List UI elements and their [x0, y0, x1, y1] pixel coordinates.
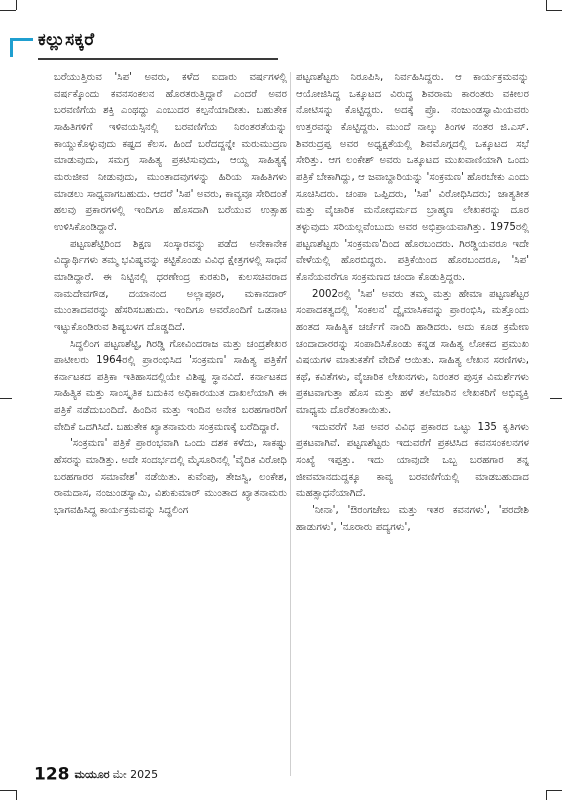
paragraph: ಪಟ್ಟಣಶೆಟ್ಟಿರಿಂದ ಶಿಕ್ಷಣ ಸಂಸ್ಕಾರವನ್ನು ಪಡೆದ ಅನೇಕಾನೇಕ ವಿದ್ಯಾರ್ಥಿಗಳು ತಮ್ಮ ಭವಿಷ್ಯವನ್ನು ಕಟ್ಟಿಕೊಂಡು ವಿವಿಧ ಕ್ಷೇತ್ರಗಳಲ್ಲಿ ಸಾಧನೆ ಮಾಡಿದ್ದಾರೆ. ಈ ನಿಟ್ಟಿನಲ್ಲಿ ಧರಣೇಂದ್ರ ಕುರಕುರಿ, ಕುಲಸಚಿವರಾದ ನಾಮದೇವಗೌಡ, ದಯಾನಂದ ಅಲ್ಲಾಪೂರ, ಮಕಾನದಾರ್ ಮುಂತಾದವರನ್ನು ಹೆಸರಿಸಬಹುದು. ಇಂದಿಗೂ ಅವರೊಂದಿಗೆ ಒಡನಾಟ ಇಟ್ಟುಕೊಂಡಿರುವ ಶಿಷ್ಯಬಳಗ ದೊಡ್ಡದಿದೆ. [54, 238, 287, 333]
crop-mark-mid-right [550, 398, 562, 399]
paragraph: 'ನೀನಾ', 'ಔರಂಗಜೇಬ ಮತ್ತು ಇತರ ಕವನಗಳು', 'ಪರದೇಶಿ ಹಾಡುಗಳು', 'ನೂರಾರು ಪದ್ಯಗಳು', [296, 505, 529, 533]
paragraph: ಇದುವರೆಗೆ ಸಿಪ ಅವರ ವಿವಿಧ ಪ್ರಕಾರದ ಒಟ್ಟು 135 ಕೃತಿಗಳು ಪ್ರಕಟವಾಗಿವೆ. ಪಟ್ಟಣಶೆಟ್ಟರು ಇದುವರೆಗೆ ಪ್ರಕಟಿಸಿದ ಕವನಸಂಕಲನಗಳ ಸಂಖ್ಯೆ ಇಪ್ಪತ್ತು. ಇದು ಯಾವುದೇ ಒಬ್ಬ ಬರಹಗಾರ ತನ್ನ ಜೀವಮಾನದುದ್ದಕ್ಕೂ ಕಾವ್ಯ ಬರವಣಿಗೆಯಲ್ಲಿ ಮಾಡಬಹುದಾದ ಮಹತ್ಸಾಧನೆಯಾಗಿದೆ. [296, 421, 529, 500]
crop-mark-top-right [546, 10, 562, 11]
page-number: 128 [34, 764, 70, 785]
header-accent-mark [10, 38, 33, 57]
section-title: ಕಲ್ಲುಸಕ್ಕರೆ [38, 30, 95, 50]
paragraph: 'ಸಂಕ್ರಮಣ' ಪತ್ರಿಕೆ ಪ್ರಾರಂಭವಾಗಿ ಒಂದು ದಶಕ ಕಳೆದು, ಸಾಕಷ್ಟು ಹೆಸರನ್ನು ಮಾಡಿತ್ತು. ಅದೇ ಸಂದರ್ಭದಲ್ಲಿ ಮೈಸೂರಿನಲ್ಲಿ 'ವೈದಿಕ ವಿರೋಧಿ ಬರಹಗಾರರ ಸಮಾವೇಶ' ನಡೆಯಿತು. ಕುವೆಂಪು, ತೇಜಸ್ವಿ, ಲಂಕೇಶ, ರಾಮದಾಸ, ನಂಜುಂಡಸ್ವಾಮಿ, ವಿಶುಕುಮಾರ್ ಮುಂತಾದ ಖ್ಯಾತನಾಮರು ಭಾಗವಹಿಸಿದ್ದ ಕಾರ್ಯಕ್ರಮವನ್ನು ಸಿದ್ಧಲಿಂಗ [54, 438, 287, 517]
paragraph: 2002ರಲ್ಲಿ 'ಸಿಪ' ಅವರು ತಮ್ಮ ಮತ್ತು ಹೇಮಾ ಪಟ್ಟಣಶೆಟ್ಟರ ಸಂಪಾದಕತ್ವದಲ್ಲಿ 'ಸಂಕಲನ' ದ್ವೈಮಾಸಿಕವನ್ನು ಪ್ರಾರಂಭಿಸಿ, ಮತ್ತೊಂದು ಹಂತದ ಸಾಹಿತ್ಯಿಕ ಚರ್ಚೆಗೆ ನಾಂದಿ ಹಾಡಿದರು. ಅದು ಕೂಡ ಕ್ರಮೇಣ ಚಂದಾದಾರರನ್ನು ಸಂಪಾದಿಸಿಕೊಂಡು ಕನ್ನಡ ಸಾಹಿತ್ಯ ಲೋಕದ ಪ್ರಮುಖ ವಿಷಯಗಳ ಮಾತುಕತೆಗೆ ವೇದಿಕೆ ಆಯಿತು. ಸಾಹಿತ್ಯ ಲೇಖನ ಸರಣಿಗಳು, ಕಥೆ, ಕವಿತೆಗಳು, ವೈಚಾರಿಕ ಲೇಖನಗಳು, ನಿರಂತರ ಪುಸ್ತಕ ವಿಮರ್ಶೆಗಳು ಪ್ರಕಟವಾಗುತ್ತಾ ಹೊಸ ಮತ್ತು ಹಳೆ ತಲೆಮಾರಿನ ಲೇಖಕರಿಗೆ ಅಭಿವ್ಯಕ್ತಿ ಮಾಧ್ಯಮ ದೊರೆತಂತಾಯಿತು. [296, 288, 529, 417]
crop-mark-bottom-left-v [16, 790, 17, 800]
left-text-column [54, 70, 287, 520]
crop-mark-top-left [0, 10, 16, 11]
paragraph: ಸಿದ್ಧಲಿಂಗ ಪಟ್ಟಣಶೆಟ್ಟಿ, ಗಿರಡ್ಡಿ ಗೋವಿಂದರಾಜ ಮತ್ತು ಚಂದ್ರಶೇಖರ ಪಾಟೀಲರು 1964ರಲ್ಲಿ ಪ್ರಾರಂಭಿಸಿದ 'ಸಂಕ್ರಮಣ' ಸಾಹಿತ್ಯ ಪತ್ರಿಕೆಗೆ ಕರ್ನಾಟಕದ ಪತ್ರಿಕಾ ಇತಿಹಾಸದಲ್ಲಿಯೇ ವಿಶಿಷ್ಟ ಸ್ಥಾನವಿದೆ. ಕರ್ನಾಟಕದ ಸಾಹಿತ್ಯಿಕ ಮತ್ತು ಸಾಂಸ್ಕೃತಿಕ ಬದುಕಿನ ಅಧಿಕಾರಯುತ ದಾಖಲೆಯಾಗಿ ಈ ಪತ್ರಿಕೆ ನಡೆದುಬಂದಿದೆ. ಹಿಂದಿನ ಮತ್ತು ಇಂದಿನ ಅನೇಕ ಬರಹಗಾರರಿಗೆ ವೇದಿಕೆ ಒದಗಿಸಿದೆ. ಬಹುತೇಕ ಖ್ಯಾತನಾಮರು ಸಂಕ್ರಮಣಕ್ಕೆ ಬರೆದಿದ್ದಾರೆ. [54, 338, 287, 433]
issue-date: ಮೇ 2025 [112, 767, 159, 781]
crop-mark-mid-left [0, 398, 12, 399]
paragraph: ಪಟ್ಟಣಶೆಟ್ಟರು ನಿರೂಪಿಸಿ, ನಿರ್ವಹಿಸಿದ್ದರು. ಆ ಕಾರ್ಯಕ್ರಮವನ್ನು ಆಯೋಜಿಸಿದ್ದ ಒಕ್ಕೂಟದ ವಿರುದ್ಧ ಶಿವರಾಮ ಕಾರಂತರು ವಕೀಲರ ನೋಟಿಸನ್ನು ಕೊಟ್ಟಿದ್ದರು. ಅದಕ್ಕೆ ಪ್ರೊ. ನಂಜುಂಡಸ್ವಾಮಿಯವರು ಉತ್ತರವನ್ನು ಕೊಟ್ಟಿದ್ದರು. ಮುಂದೆ ನಾಲ್ಕು ತಿಂಗಳ ನಂತರ ಜಿ.ಎಸ್. ಶಿವರುದ್ರಪ್ಪ ಅವರ ಅಧ್ಯಕ್ಷತೆಯಲ್ಲಿ ಶಿವಮೊಗ್ಗದಲ್ಲಿ ಒಕ್ಕೂಟದ ಸಭೆ ಸೇರಿತ್ತು. ಆಗ ಲಂಕೇಶ್ ಅವರು ಒಕ್ಕೂಟದ ಮುಖವಾಣಿಯಾಗಿ ಒಂದು ಪತ್ರಿಕೆ ಬೇಕಾಗಿದ್ದು, ಆ ಜವಾಬ್ದಾರಿಯನ್ನು 'ಸಂಕ್ರಮಣ' ಹೊರಬೇಕು ಎಂದು ಸೂಚಿಸಿದರು. ಚಂಪಾ ಒಪ್ಪಿದರು, 'ಸಿಪ' ವಿರೋಧಿಸಿದರು; ಜಾತ್ಯತೀತ ಮತ್ತು ವೈಚಾರಿಕ ಮನೋಧರ್ಮದ ಬ್ರಾಹ್ಮಣ ಲೇಖಕರನ್ನು ದೂರ ತಳ್ಳುವುದು ಸರಿಯಲ್ಲವೆಂಬುದು ಅವರ ಅಭಿಪ್ರಾಯವಾಗಿತ್ತು. 1975ರಲ್ಲಿ ಪಟ್ಟಣಶೆಟ್ಟರು 'ಸಂಕ್ರಮಣ'ದಿಂದ ಹೊರಬಂದರು. ಗಿರಡ್ಡಿಯವರೂ ಇದೇ ವೇಳೆಯಲ್ಲಿ ಹೊರಬಿದ್ದರು. ಪತ್ರಿಕೆಯಿಂದ ಹೊರಬಂದರೂ, 'ಸಿಪ' ಕೊನೆಯವರೆಗೂ ಸಂಕ್ರಮಣದ ಚಂದಾ ಕೊಡುತ್ತಿದ್ದರು. [296, 72, 529, 283]
paragraph: ಬರೆಯುತ್ತಿರುವ 'ಸಿಪ' ಅವರು, ಕಳೆದ ಐದಾರು ವರ್ಷಗಳಲ್ಲಿ ವರ್ಷಕ್ಕೊಂದು ಕವನಸಂಕಲನ ಹೊರತರುತ್ತಿದ್ದಾರೆ ಎಂದರೆ ಅವರ ಬರವಣಿಗೆಯ ಶಕ್ತಿ ಎಂಥದ್ದು ಎಂಬುದರ ಕಲ್ಪನೆಯಾದೀತು. ಬಹುತೇಕ ಸಾಹಿತಿಗಳಿಗೆ ಇಳಿವಯಸ್ಸಿನಲ್ಲಿ ಬರವಣಿಗೆಯ ನಿರಂತರತೆಯನ್ನು ಕಾಯ್ದುಕೊಳ್ಳುವುದು ಕಷ್ಟದ ಕೆಲಸ. ಹಿಂದೆ ಬರೆದದ್ದನ್ನೇ ಮರುಮುದ್ರಣ ಮಾಡುವುದು, ಸಮಗ್ರ ಸಾಹಿತ್ಯ ಪ್ರಕಟಿಸುವುದು, ಆಯ್ದ ಸಾಹಿತ್ಯಕ್ಕೆ ಮರುಜೀವ ನೀಡುವುದು, ಮುಂತಾದವುಗಳನ್ನು ಹಿರಿಯ ಸಾಹಿತಿಗಳು ಮಾಡಲು ಸಾಧ್ಯವಾಗಬಹುದು. ಆದರೆ 'ಸಿಪ' ಅವರು, ಕಾವ್ಯವೂ ಸೇರಿದಂತೆ ಹಲವು ಪ್ರಕಾರಗಳಲ್ಲಿ ಇಂದಿಗೂ ಹೊಸದಾಗಿ ಬರೆಯುವ ಉತ್ಸಾಹ ಉಳಿಸಿಕೊಂಡಿದ್ದಾರೆ. [54, 72, 287, 233]
page-footer [34, 764, 158, 788]
crop-mark-bottom-right-v [546, 790, 547, 800]
crop-mark-top-left-v [16, 0, 17, 10]
section-header [0, 20, 562, 64]
crop-mark-top-right-v [546, 0, 547, 10]
magazine-name: ಮಯೂರ [74, 767, 110, 781]
crop-mark-bottom-right [546, 790, 562, 791]
right-text-column [296, 70, 529, 536]
header-rule [38, 58, 278, 60]
column-divider [290, 72, 291, 776]
crop-mark-bottom-left [0, 790, 16, 791]
